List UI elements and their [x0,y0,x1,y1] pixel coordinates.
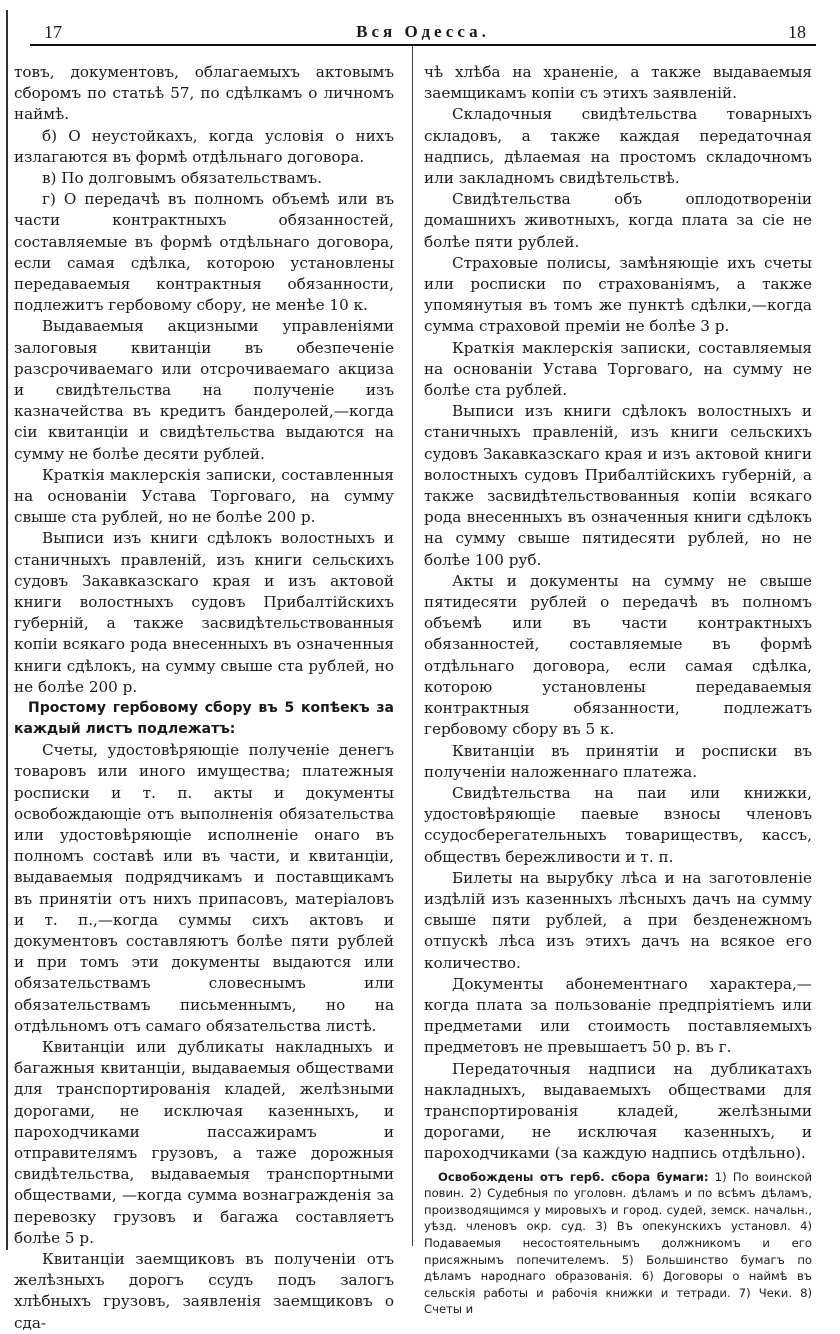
paragraph: Свидѣтельства на паи или книжки, удостовѣряющіе паевые взносы членовъ ссудосберегательныхъ товариществъ, кассъ, обществъ бережливости и т. п. [424,783,812,866]
paragraph: г) О передачѣ въ полномъ объемѣ или въ части контрактныхъ обязанностей, составляемые въ формѣ отдѣльнаго договора, если самая сдѣлка, которою установлены передаваемыя контрактныя обязанности, подлежитъ гербовому сбору, не менѣе 10 к. [14,190,394,315]
paragraph: Страховые полисы, замѣняющіе ихъ счеты или росписки по страхованіямъ, а также упомянутыя въ томъ же пунктѣ сдѣлки,—когда сумма страховой преміи не болѣе 3 р. [424,253,812,336]
paragraph: Выписи изъ книги сдѣлокъ волостныхъ и станичныхъ правленій, изъ книги сельскихъ судовъ Закавказскаго края и изъ актовой книги волостныхъ судовъ Прибалтійскихъ губерній, а также засвидѣтельствованныя копіи всякаго рода внесенныхъ въ означенныя книги сдѣлокъ, на сумму свыше ста рублей, но не болѣе 200 р. [14,529,394,696]
section-heading: Простому гербовому сбору въ 5 копѣекъ за каждый листъ подлежатъ: [14,700,394,738]
paragraph: Билеты на вырубку лѣса и на заготовленіе издѣлій изъ казенныхъ лѣсныхъ дачъ на сумму свыше пяти рублей, а при безденежномъ отпускѣ лѣса изъ этихъ дачъ на всякое его количество. [424,868,812,972]
column-divider [412,46,413,1246]
paragraph: Счеты, удостовѣряющіе полученіе денегъ товаровъ или иного имущества; платежныя росписки и т. п. акты и документы освобождающіе отъ выполненія обязательства или удостовѣряющіе исполненіе онаго въ полномъ составѣ или въ части, и квитанціи, выдаваемыя подрядчикамъ и поставщикамъ въ принятіи отъ нихъ припасовъ, матеріаловъ и т. п.,—когда суммы сихъ актовъ и документовъ составляютъ болѣе пяти рублей и при томъ эти документы выдаются или обязательствамъ словеснымъ или обязательствамъ письменнымъ, но на отдѣльномъ отъ самаго обязательства листѣ. [14,741,394,1035]
paragraph: Квитанціи заемщиковъ въ полученіи отъ желѣзныхъ дорогъ ссудъ подъ залогъ хлѣбныхъ грузовъ, заявленія заемщиковъ о сда- [14,1249,394,1332]
page-number-left: 17 [44,22,62,42]
paragraph: Документы абонементнаго характера,—когда плата за пользованіе предпріятіемъ или предметами или стоимость поставляемыхъ предметовъ не превышаетъ 50 р. въ г. [424,974,812,1057]
paragraph: Передаточныя надписи на дубликатахъ накладныхъ, выдаваемыхъ обществами для транспортированія кладей, желѣзными дорогами, не исключая казенныхъ, и пароходчиками (за каждую надпись отдѣльно). [424,1059,812,1163]
paragraph: в) По долговымъ обязательствамъ. [42,169,323,188]
page-edge-line [6,10,8,1250]
running-title: Вся Одесса. [356,22,490,41]
paragraph: Выписи изъ книги сдѣлокъ волостныхъ и станичныхъ правленій, изъ книги сельскихъ судовъ Закавказскаго края и изъ актовой книги волостныхъ судовъ Прибалтійскихъ губерній, а также засвидѣтельствованныя копіи всякаго рода внесенныхъ въ означенныя книги сдѣлокъ на сумму свыше пятидесяти рублей, но не болѣе 100 руб. [424,402,812,569]
paragraph: Краткія маклерскія записки, составляемыя на основаніи Устава Торговаго, на сумму не болѣе ста рублей. [424,338,812,400]
footnote [424,1169,812,1318]
paragraph: Квитанціи въ принятіи и росписки въ полученіи наложеннаго платежа. [424,741,812,781]
paragraph: товъ, документовъ, облагаемыхъ актовымъ сборомъ по статьѣ 57, по сдѣлкамъ о личномъ наймѣ. [14,63,394,124]
paragraph: б) О неустойкахъ, когда условія о нихъ излагаются въ формѣ отдѣльнаго договора. [14,126,394,166]
paragraph: Квитанціи или дубликаты накладныхъ и багажныя квитанціи, выдаваемыя обществами для транспортированія кладей, желѣзными дорогами, не исключая казенныхъ, и пароходчиками пассажирамъ и отправителямъ грузовъ, а таже дорожныя свидѣтельства, выдаваемыя транспортными обществами, —когда сумма вознагражденія за перевозку грузовъ и багажа составляетъ болѣе 5 р. [14,1037,394,1247]
paragraph: чѣ хлѣба на храненіе, а также выдаваемыя заемщикамъ копіи съ этихъ заявленій. [424,63,812,103]
paragraph: Свидѣтельства объ оплодотвореніи домашнихъ животныхъ, когда плата за сіе не болѣе пяти рублей. [424,190,812,251]
paragraph: Складочныя свидѣтельства товарныхъ складовъ, а также каждая передаточная надпись, дѣлаемая на простомъ складочномъ или закладномъ свидѣтельствѣ. [424,105,812,188]
paragraph: Краткія маклерскія записки, составленныя на основаніи Устава Торговаго, на сумму свыше ста рублей, но не болѣе 200 р. [14,465,394,527]
page-header [30,22,816,46]
paragraph: Акты и документы на сумму не свыше пятидесяти рублей о передачѣ въ полномъ объемѣ или въ части контрактныхъ обязанностей, составляемые въ формѣ отдѣльнаго договора, если самая сдѣлка, которою установлены передаваемыя контрактныя обязанности, подлежатъ гербовому сбору въ 5 к. [424,571,812,739]
page-number-right: 18 [788,22,806,42]
paragraph: Выдаваемыя акцизными управленіями залоговыя квитанціи въ обезпеченіе разсрочиваемаго или отсрочиваемаго акциза и свидѣтельства на полученіе изъ казначейства въ кредитъ бандеролей,—когда сіи квитанціи и свидѣтельства выдаются на сумму не болѣе десяти рублей. [14,317,394,463]
footnote-label: Освобождены отъ герб. сбора бумаги: [438,1169,709,1184]
footnote-text: 1) По воинской повин. 2) Судебныя по уголовн. дѣламъ и по всѣмъ дѣламъ, производящимся у мировыхъ и город. судей, земск. начальн., уѣзд. членовъ окр. суд. 3) Въ опекунскихъ установл. 4) Подаваемыя несостоятельнымъ должникомъ и его присяжнымъ попечителемъ. 5) Большинство бумагъ по дѣламъ народнаго образованія. 6) Договоры о наймѣ въ сельскія работы и рабочія книжки и тетради. 7) Чеки. 8) Счеты и [424,1169,812,1317]
left-column [14,62,394,1334]
right-column [424,62,812,1318]
